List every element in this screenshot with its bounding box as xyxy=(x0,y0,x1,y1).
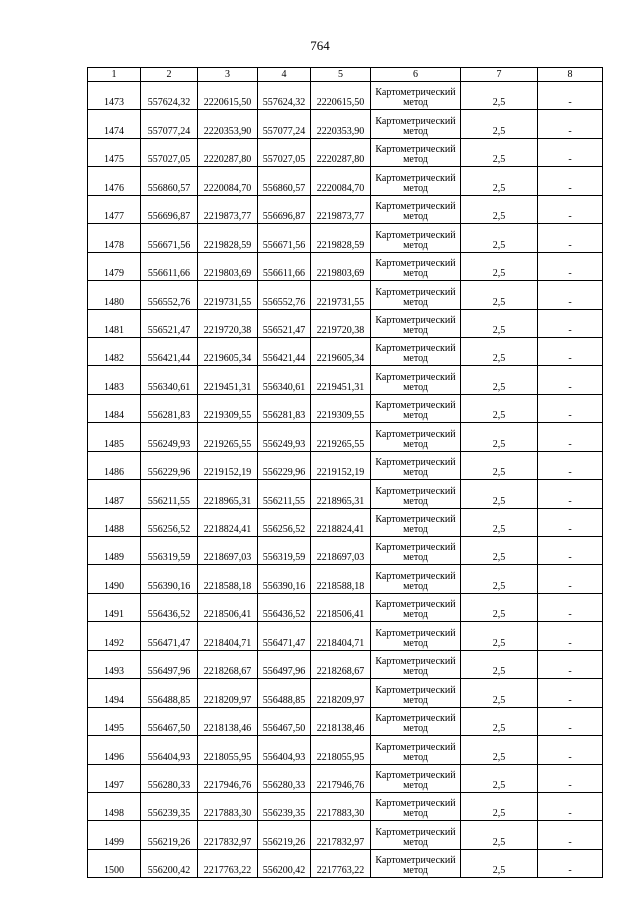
cell-y-coordinate-2: 2218588,18 xyxy=(311,565,371,593)
cell-point-number: 1481 xyxy=(88,309,141,337)
cell-method: Картометрический метод xyxy=(371,394,461,422)
cell-accuracy: 2,5 xyxy=(461,337,538,365)
cell-y-coordinate-2: 2219828,59 xyxy=(311,224,371,252)
cell-point-number: 1477 xyxy=(88,195,141,223)
cell-x-coordinate: 556421,44 xyxy=(141,337,198,365)
table-row xyxy=(88,281,603,309)
cell-x-coordinate-2: 556340,61 xyxy=(258,366,311,394)
cell-accuracy: 2,5 xyxy=(461,195,538,223)
cell-method: Картометрический метод xyxy=(371,821,461,849)
cell-accuracy: 2,5 xyxy=(461,736,538,764)
table-row xyxy=(88,366,603,394)
cell-description: - xyxy=(538,394,603,422)
table-row xyxy=(88,110,603,138)
cell-accuracy: 2,5 xyxy=(461,821,538,849)
cell-point-number: 1494 xyxy=(88,679,141,707)
cell-point-number: 1486 xyxy=(88,451,141,479)
cell-y-coordinate-2: 2220615,50 xyxy=(311,82,371,110)
cell-y-coordinate-2: 2217832,97 xyxy=(311,821,371,849)
cell-y-coordinate-2: 2220287,80 xyxy=(311,138,371,166)
cell-point-number: 1497 xyxy=(88,764,141,792)
cell-x-coordinate-2: 557027,05 xyxy=(258,138,311,166)
cell-description: - xyxy=(538,508,603,536)
cell-x-coordinate: 556497,96 xyxy=(141,650,198,678)
table-row xyxy=(88,252,603,280)
cell-description: - xyxy=(538,792,603,820)
cell-method: Картометрический метод xyxy=(371,138,461,166)
cell-y-coordinate: 2218588,18 xyxy=(198,565,258,593)
cell-y-coordinate: 2219803,69 xyxy=(198,252,258,280)
cell-description: - xyxy=(538,736,603,764)
cell-y-coordinate-2: 2217883,30 xyxy=(311,792,371,820)
cell-x-coordinate-2: 556611,66 xyxy=(258,252,311,280)
table-row xyxy=(88,679,603,707)
cell-accuracy: 2,5 xyxy=(461,309,538,337)
cell-x-coordinate-2: 556860,57 xyxy=(258,167,311,195)
table-row xyxy=(88,394,603,422)
cell-y-coordinate-2: 2218506,41 xyxy=(311,593,371,621)
cell-x-coordinate: 556390,16 xyxy=(141,565,198,593)
cell-y-coordinate: 2218055,95 xyxy=(198,736,258,764)
column-header-1: 1 xyxy=(88,68,141,82)
cell-y-coordinate: 2220084,70 xyxy=(198,167,258,195)
table-row xyxy=(88,650,603,678)
cell-y-coordinate-2: 2219451,31 xyxy=(311,366,371,394)
table-row xyxy=(88,593,603,621)
cell-y-coordinate: 2219828,59 xyxy=(198,224,258,252)
cell-accuracy: 2,5 xyxy=(461,650,538,678)
table-row xyxy=(88,224,603,252)
cell-y-coordinate: 2220615,50 xyxy=(198,82,258,110)
cell-method: Картометрический метод xyxy=(371,195,461,223)
cell-description: - xyxy=(538,167,603,195)
cell-method: Картометрический метод xyxy=(371,167,461,195)
cell-x-coordinate-2: 556200,42 xyxy=(258,849,311,877)
cell-y-coordinate-2: 2219731,55 xyxy=(311,281,371,309)
cell-y-coordinate: 2220287,80 xyxy=(198,138,258,166)
cell-point-number: 1492 xyxy=(88,622,141,650)
cell-x-coordinate: 556696,87 xyxy=(141,195,198,223)
cell-description: - xyxy=(538,480,603,508)
cell-y-coordinate-2: 2218824,41 xyxy=(311,508,371,536)
cell-method: Картометрический метод xyxy=(371,252,461,280)
table-row xyxy=(88,508,603,536)
cell-method: Картометрический метод xyxy=(371,281,461,309)
cell-accuracy: 2,5 xyxy=(461,565,538,593)
cell-point-number: 1495 xyxy=(88,707,141,735)
cell-y-coordinate-2: 2217946,76 xyxy=(311,764,371,792)
cell-x-coordinate: 556611,66 xyxy=(141,252,198,280)
cell-method: Картометрический метод xyxy=(371,736,461,764)
cell-point-number: 1500 xyxy=(88,849,141,877)
table-row xyxy=(88,423,603,451)
cell-method: Картометрический метод xyxy=(371,792,461,820)
cell-y-coordinate: 2217832,97 xyxy=(198,821,258,849)
cell-method: Картометрический метод xyxy=(371,309,461,337)
cell-point-number: 1493 xyxy=(88,650,141,678)
cell-accuracy: 2,5 xyxy=(461,394,538,422)
column-header-4: 4 xyxy=(258,68,311,82)
cell-x-coordinate: 556249,93 xyxy=(141,423,198,451)
cell-method: Картометрический метод xyxy=(371,707,461,735)
cell-point-number: 1499 xyxy=(88,821,141,849)
table-row xyxy=(88,138,603,166)
cell-method: Картометрический метод xyxy=(371,679,461,707)
cell-x-coordinate-2: 556280,33 xyxy=(258,764,311,792)
cell-description: - xyxy=(538,252,603,280)
cell-accuracy: 2,5 xyxy=(461,849,538,877)
cell-x-coordinate-2: 556219,26 xyxy=(258,821,311,849)
cell-y-coordinate: 2218697,03 xyxy=(198,537,258,565)
table-row xyxy=(88,167,603,195)
cell-method: Картометрический метод xyxy=(371,366,461,394)
cell-y-coordinate: 2218209,97 xyxy=(198,679,258,707)
cell-x-coordinate-2: 556229,96 xyxy=(258,451,311,479)
cell-y-coordinate: 2220353,90 xyxy=(198,110,258,138)
coordinates-table xyxy=(87,67,603,878)
cell-y-coordinate-2: 2219605,34 xyxy=(311,337,371,365)
cell-y-coordinate-2: 2218138,46 xyxy=(311,707,371,735)
cell-x-coordinate: 557077,24 xyxy=(141,110,198,138)
cell-accuracy: 2,5 xyxy=(461,366,538,394)
cell-x-coordinate-2: 557624,32 xyxy=(258,82,311,110)
cell-method: Картометрический метод xyxy=(371,224,461,252)
cell-description: - xyxy=(538,707,603,735)
cell-point-number: 1489 xyxy=(88,537,141,565)
cell-x-coordinate: 556219,26 xyxy=(141,821,198,849)
cell-description: - xyxy=(538,679,603,707)
cell-x-coordinate-2: 556471,47 xyxy=(258,622,311,650)
table-row xyxy=(88,707,603,735)
cell-y-coordinate-2: 2220353,90 xyxy=(311,110,371,138)
cell-y-coordinate: 2219873,77 xyxy=(198,195,258,223)
cell-accuracy: 2,5 xyxy=(461,480,538,508)
cell-method: Картометрический метод xyxy=(371,451,461,479)
cell-x-coordinate: 556860,57 xyxy=(141,167,198,195)
cell-y-coordinate: 2219152,19 xyxy=(198,451,258,479)
cell-x-coordinate-2: 556239,35 xyxy=(258,792,311,820)
table-row xyxy=(88,792,603,820)
cell-x-coordinate: 557624,32 xyxy=(141,82,198,110)
cell-x-coordinate-2: 556497,96 xyxy=(258,650,311,678)
cell-x-coordinate-2: 556211,55 xyxy=(258,480,311,508)
cell-y-coordinate: 2218965,31 xyxy=(198,480,258,508)
cell-description: - xyxy=(538,537,603,565)
cell-x-coordinate: 556256,52 xyxy=(141,508,198,536)
cell-y-coordinate: 2218268,67 xyxy=(198,650,258,678)
cell-description: - xyxy=(538,622,603,650)
cell-description: - xyxy=(538,423,603,451)
table-row xyxy=(88,309,603,337)
table-row xyxy=(88,736,603,764)
cell-accuracy: 2,5 xyxy=(461,508,538,536)
cell-description: - xyxy=(538,451,603,479)
cell-x-coordinate-2: 556319,59 xyxy=(258,537,311,565)
cell-method: Картометрический метод xyxy=(371,593,461,621)
cell-y-coordinate-2: 2218965,31 xyxy=(311,480,371,508)
cell-y-coordinate-2: 2219873,77 xyxy=(311,195,371,223)
cell-description: - xyxy=(538,82,603,110)
cell-x-coordinate: 556211,55 xyxy=(141,480,198,508)
cell-description: - xyxy=(538,224,603,252)
cell-point-number: 1496 xyxy=(88,736,141,764)
cell-point-number: 1484 xyxy=(88,394,141,422)
cell-y-coordinate: 2218506,41 xyxy=(198,593,258,621)
cell-method: Картометрический метод xyxy=(371,849,461,877)
cell-point-number: 1476 xyxy=(88,167,141,195)
cell-x-coordinate: 556471,47 xyxy=(141,622,198,650)
table-row xyxy=(88,622,603,650)
cell-y-coordinate: 2219720,38 xyxy=(198,309,258,337)
cell-accuracy: 2,5 xyxy=(461,423,538,451)
cell-x-coordinate: 556319,59 xyxy=(141,537,198,565)
column-header-5: 5 xyxy=(311,68,371,82)
cell-accuracy: 2,5 xyxy=(461,82,538,110)
cell-accuracy: 2,5 xyxy=(461,224,538,252)
cell-y-coordinate-2: 2218209,97 xyxy=(311,679,371,707)
cell-description: - xyxy=(538,281,603,309)
cell-accuracy: 2,5 xyxy=(461,110,538,138)
cell-method: Картометрический метод xyxy=(371,764,461,792)
cell-method: Картометрический метод xyxy=(371,423,461,451)
cell-x-coordinate-2: 556436,52 xyxy=(258,593,311,621)
table-row xyxy=(88,849,603,877)
cell-point-number: 1483 xyxy=(88,366,141,394)
cell-x-coordinate-2: 556256,52 xyxy=(258,508,311,536)
cell-method: Картометрический метод xyxy=(371,480,461,508)
cell-method: Картометрический метод xyxy=(371,622,461,650)
table-row xyxy=(88,195,603,223)
cell-point-number: 1491 xyxy=(88,593,141,621)
cell-x-coordinate-2: 556249,93 xyxy=(258,423,311,451)
cell-y-coordinate: 2219451,31 xyxy=(198,366,258,394)
cell-y-coordinate-2: 2218404,71 xyxy=(311,622,371,650)
table-row xyxy=(88,565,603,593)
cell-x-coordinate: 556280,33 xyxy=(141,764,198,792)
cell-description: - xyxy=(538,849,603,877)
cell-y-coordinate: 2218824,41 xyxy=(198,508,258,536)
cell-x-coordinate: 556552,76 xyxy=(141,281,198,309)
cell-accuracy: 2,5 xyxy=(461,622,538,650)
cell-x-coordinate: 556488,85 xyxy=(141,679,198,707)
cell-description: - xyxy=(538,366,603,394)
cell-point-number: 1478 xyxy=(88,224,141,252)
cell-accuracy: 2,5 xyxy=(461,138,538,166)
page-number: 764 xyxy=(310,38,330,53)
cell-x-coordinate: 556467,50 xyxy=(141,707,198,735)
column-header-7: 7 xyxy=(461,68,538,82)
cell-description: - xyxy=(538,309,603,337)
cell-accuracy: 2,5 xyxy=(461,707,538,735)
table-row xyxy=(88,821,603,849)
cell-x-coordinate: 556436,52 xyxy=(141,593,198,621)
cell-y-coordinate-2: 2218268,67 xyxy=(311,650,371,678)
cell-description: - xyxy=(538,337,603,365)
cell-description: - xyxy=(538,821,603,849)
table-row xyxy=(88,451,603,479)
cell-x-coordinate-2: 556421,44 xyxy=(258,337,311,365)
cell-accuracy: 2,5 xyxy=(461,593,538,621)
cell-accuracy: 2,5 xyxy=(461,451,538,479)
cell-point-number: 1498 xyxy=(88,792,141,820)
cell-y-coordinate-2: 2218697,03 xyxy=(311,537,371,565)
cell-y-coordinate-2: 2219309,55 xyxy=(311,394,371,422)
cell-x-coordinate: 556200,42 xyxy=(141,849,198,877)
cell-x-coordinate-2: 556467,50 xyxy=(258,707,311,735)
cell-method: Картометрический метод xyxy=(371,110,461,138)
cell-x-coordinate: 556340,61 xyxy=(141,366,198,394)
table-row xyxy=(88,480,603,508)
cell-y-coordinate-2: 2219803,69 xyxy=(311,252,371,280)
cell-x-coordinate: 556404,93 xyxy=(141,736,198,764)
cell-y-coordinate-2: 2220084,70 xyxy=(311,167,371,195)
cell-y-coordinate-2: 2219265,55 xyxy=(311,423,371,451)
cell-y-coordinate: 2218138,46 xyxy=(198,707,258,735)
cell-point-number: 1487 xyxy=(88,480,141,508)
table-body xyxy=(88,82,603,878)
cell-x-coordinate-2: 556696,87 xyxy=(258,195,311,223)
cell-accuracy: 2,5 xyxy=(461,764,538,792)
cell-point-number: 1490 xyxy=(88,565,141,593)
cell-y-coordinate-2: 2217763,22 xyxy=(311,849,371,877)
cell-y-coordinate: 2217946,76 xyxy=(198,764,258,792)
cell-y-coordinate: 2218404,71 xyxy=(198,622,258,650)
cell-y-coordinate: 2217883,30 xyxy=(198,792,258,820)
table-row xyxy=(88,537,603,565)
cell-description: - xyxy=(538,110,603,138)
cell-x-coordinate: 556239,35 xyxy=(141,792,198,820)
cell-method: Картометрический метод xyxy=(371,650,461,678)
cell-method: Картометрический метод xyxy=(371,82,461,110)
cell-point-number: 1475 xyxy=(88,138,141,166)
cell-point-number: 1485 xyxy=(88,423,141,451)
cell-accuracy: 2,5 xyxy=(461,281,538,309)
cell-method: Картометрический метод xyxy=(371,508,461,536)
cell-x-coordinate: 556281,83 xyxy=(141,394,198,422)
cell-y-coordinate: 2217763,22 xyxy=(198,849,258,877)
table-row xyxy=(88,764,603,792)
cell-description: - xyxy=(538,138,603,166)
cell-accuracy: 2,5 xyxy=(461,537,538,565)
cell-point-number: 1479 xyxy=(88,252,141,280)
cell-accuracy: 2,5 xyxy=(461,792,538,820)
cell-y-coordinate-2: 2218055,95 xyxy=(311,736,371,764)
cell-method: Картометрический метод xyxy=(371,565,461,593)
cell-description: - xyxy=(538,195,603,223)
cell-y-coordinate: 2219309,55 xyxy=(198,394,258,422)
cell-point-number: 1482 xyxy=(88,337,141,365)
cell-x-coordinate-2: 556488,85 xyxy=(258,679,311,707)
cell-y-coordinate-2: 2219720,38 xyxy=(311,309,371,337)
cell-point-number: 1488 xyxy=(88,508,141,536)
column-header-3: 3 xyxy=(198,68,258,82)
table-row xyxy=(88,82,603,110)
table-row xyxy=(88,337,603,365)
cell-description: - xyxy=(538,565,603,593)
cell-x-coordinate-2: 556281,83 xyxy=(258,394,311,422)
cell-x-coordinate-2: 556671,56 xyxy=(258,224,311,252)
cell-y-coordinate: 2219605,34 xyxy=(198,337,258,365)
cell-accuracy: 2,5 xyxy=(461,252,538,280)
cell-description: - xyxy=(538,764,603,792)
cell-point-number: 1474 xyxy=(88,110,141,138)
cell-y-coordinate-2: 2219152,19 xyxy=(311,451,371,479)
column-header-8: 8 xyxy=(538,68,603,82)
cell-point-number: 1473 xyxy=(88,82,141,110)
cell-x-coordinate: 556671,56 xyxy=(141,224,198,252)
column-header-6: 6 xyxy=(371,68,461,82)
cell-x-coordinate: 557027,05 xyxy=(141,138,198,166)
cell-x-coordinate-2: 556404,93 xyxy=(258,736,311,764)
cell-x-coordinate-2: 556552,76 xyxy=(258,281,311,309)
cell-x-coordinate-2: 557077,24 xyxy=(258,110,311,138)
cell-method: Картометрический метод xyxy=(371,537,461,565)
cell-x-coordinate-2: 556521,47 xyxy=(258,309,311,337)
cell-description: - xyxy=(538,650,603,678)
cell-y-coordinate: 2219731,55 xyxy=(198,281,258,309)
cell-x-coordinate-2: 556390,16 xyxy=(258,565,311,593)
cell-x-coordinate: 556521,47 xyxy=(141,309,198,337)
cell-method: Картометрический метод xyxy=(371,337,461,365)
cell-y-coordinate: 2219265,55 xyxy=(198,423,258,451)
cell-point-number: 1480 xyxy=(88,281,141,309)
table-header-row xyxy=(88,68,603,82)
cell-accuracy: 2,5 xyxy=(461,679,538,707)
cell-description: - xyxy=(538,593,603,621)
column-header-2: 2 xyxy=(141,68,198,82)
cell-x-coordinate: 556229,96 xyxy=(141,451,198,479)
cell-accuracy: 2,5 xyxy=(461,167,538,195)
